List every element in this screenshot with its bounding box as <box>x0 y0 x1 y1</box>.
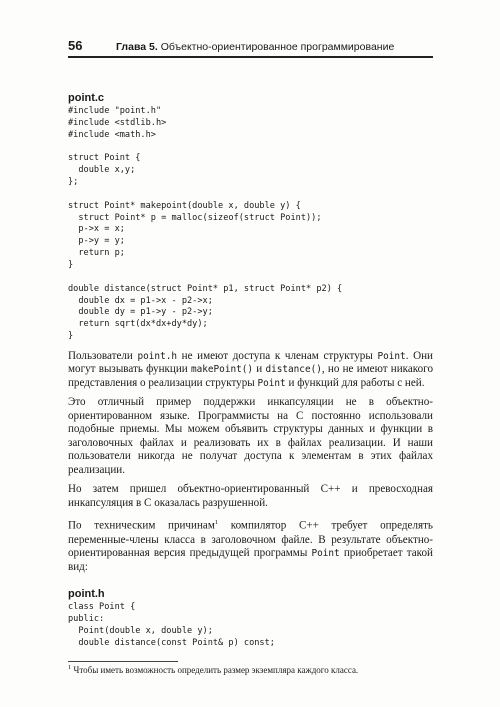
text: , но не имеют никакого представления о реализации структуры <box>68 363 433 389</box>
page-number: 56 <box>68 38 83 53</box>
paragraph-users <box>68 350 433 391</box>
inline-code: distance() <box>265 364 322 376</box>
code-listing-point-c: #include "point.h" #include <stdlib.h> #include <math.h> struct Point { double x,y; }; struct Point* makepoint(double x, double y) { struct Point* p = malloc(sizeof(struct Point)); p->x = x; p->y = y; return p; } double distance(struct Point* p1, struct Point* p2) { double dx = p1->x - p2->x; double dy = p1->y - p2->y; return sqrt(dx*dx+dy*dy); } <box>68 106 343 342</box>
listing-label-point-h: point.h <box>68 588 105 601</box>
inline-code: point.h <box>137 350 178 362</box>
chapter-title <box>116 41 394 53</box>
footnote-ref[interactable]: 1 <box>214 519 219 527</box>
inline-code: Point <box>311 548 340 560</box>
paragraph-encapsulation-example: Это отличный пример поддержки инкапсуляции не в объектно-ориентированном языке. Программисты на С постоянно использовали подобные приемы. Мы можем объявить структуры данных и функции в заголовочных файлах и реализовать их в файлах реализации. И наши пользователи никогда не получат доступа к элементам в этих файлах реализации. <box>68 396 433 476</box>
text: По техническим причинам <box>68 520 215 533</box>
chapter-name: Объектно-ориентированное программирование <box>160 41 395 53</box>
text: и функций для работы с ней. <box>285 376 425 389</box>
footnote-divider <box>68 661 178 662</box>
text: Пользователи <box>68 349 138 362</box>
footnote-text: Чтобы иметь возможность определить размер экземпляра каждого класса. <box>71 665 359 676</box>
inline-code: Point <box>257 377 286 389</box>
text: компилятор С++ требует определять переменные-члены класса в заголовочном файле. В результате объектно-ориентированная версия предыдущей программы <box>68 520 433 560</box>
listing-label-point-c: point.c <box>68 92 105 104</box>
running-header <box>68 38 433 58</box>
chapter-prefix: Глава 5. <box>116 41 158 53</box>
text: не имеют доступа к членам структуры <box>177 349 378 362</box>
paragraph-technical-reasons <box>68 516 433 574</box>
inline-code: Point <box>377 350 406 362</box>
page <box>68 38 433 675</box>
code-listing-point-h: class Point { public: Point(double x, double y); double distance(const Point& p) const; <box>68 602 275 648</box>
text: и <box>253 363 266 376</box>
inline-code: makePoint() <box>190 364 254 376</box>
paragraph-cpp-arrived: Но затем пришел объектно-ориентированный С++ и превосходная инкапсуляция в С оказалась разрушенной. <box>68 483 433 509</box>
text: приобретает такой вид: <box>68 547 433 573</box>
footnote-number: 1 <box>68 664 72 672</box>
footnote <box>68 664 433 675</box>
text: . Они могут вызывать функции <box>68 349 433 376</box>
